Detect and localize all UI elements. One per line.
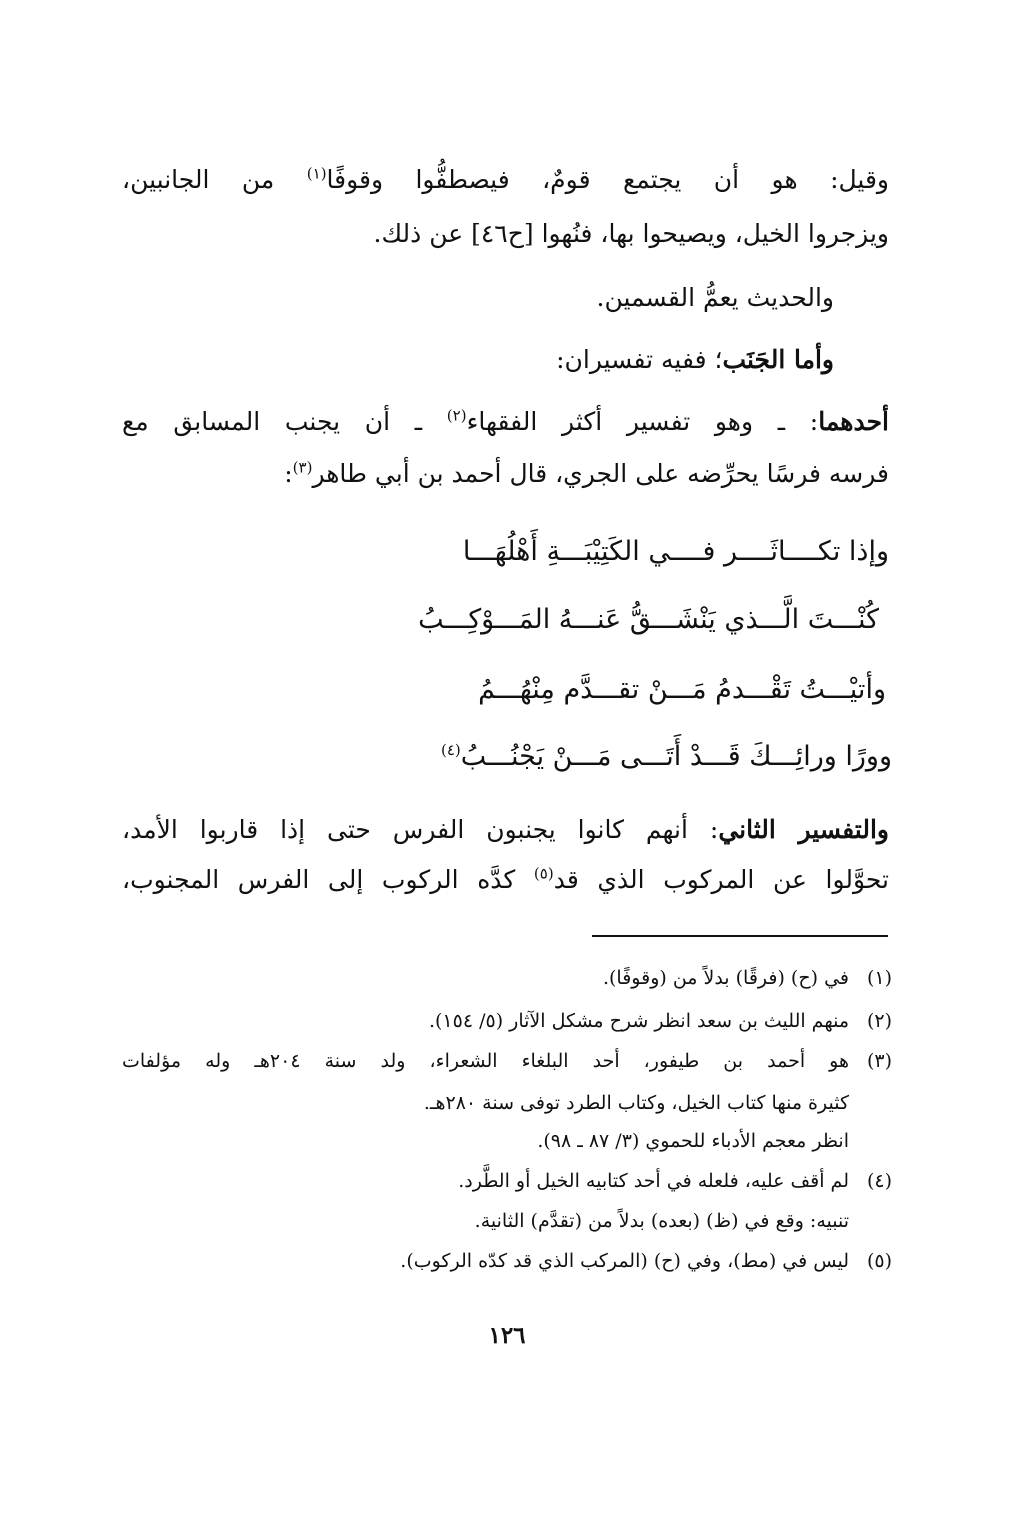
verse-line (418, 598, 879, 642)
text-run: ؛ ففيه تفسيران: (556, 345, 723, 374)
footnote-text: هو أحمد بن طيفور، أحد البلغاء الشعراء، ولد سنة ٢٠٤هـ وله مؤلفات (122, 1050, 849, 1072)
text-run: فرسه فرسًا يحرِّضه على الجري، قال أحمد بن أبي طاهر (312, 459, 889, 488)
text-run: : (284, 459, 293, 488)
section-heading: والتفسير الثاني (718, 815, 889, 844)
footnote-ref-5[interactable]: (٥) (533, 864, 554, 883)
footnote-number: (١) (866, 967, 892, 989)
footnote-number: (٤) (866, 1170, 892, 1192)
verse-text: وورًا ورائِـــكَ قَـــدْ أَتَـــى مَـــنْ يَجْنُـــبُ (460, 741, 892, 772)
verse-line (478, 668, 886, 712)
paragraph-line (122, 860, 889, 900)
footnote-text: منهم الليث بن سعد انظر شرح مشكل الآثار (٥/ ١٥٤). (428, 1010, 849, 1032)
paragraph-line (122, 810, 889, 850)
page-number: ١٢٦ (488, 1322, 526, 1349)
verse-text: وإذا تكــــاثَــــر فــــي الكَتِيْبَـــةِ أَهْلُهَـــا (462, 536, 889, 567)
footnote-number: (٥) (866, 1250, 892, 1272)
text-run: والحديث يعمُّ القسمين. (596, 283, 834, 312)
paragraph-line (122, 402, 889, 442)
footnote-text: في (ح) (فرقًا) بدلاً من (وقوفًا). (602, 967, 849, 989)
footnote-text: انظر معجم الأدباء للحموي (٣/ ٨٧ ـ ٩٨). (537, 1130, 849, 1152)
verse-text: وأتيْـــتُ تَقْـــدمُ مَـــنْ تقـــدَّم مِنْهُـــمُ (478, 674, 886, 705)
text-run: : أنهم كانوا يجنبون الفرس حتى إذا قاربوا الأمد، (122, 815, 719, 844)
footnote-ref-1[interactable]: (١) (306, 164, 327, 183)
footnote-text: تنبيه: وقع في (ظ) (بعده) بدلاً من (تقدَّم) الثانية. (474, 1210, 849, 1232)
paragraph-line (374, 214, 890, 254)
footnote-number: (٢) (866, 1010, 892, 1032)
footnote-number: (٣) (866, 1050, 892, 1072)
footnote-text: ليس في (مط)، وفي (ح) (المركب الذي قد كدّه الركوب). (400, 1250, 849, 1272)
footnote-text: لم أقف عليه، فلعله في أحد كتابيه الخيل أو الطَّرد. (458, 1170, 849, 1192)
paragraph-line (597, 278, 834, 318)
section-heading: وأما الجَنَب (722, 345, 834, 374)
paragraph-line (556, 340, 834, 380)
verse-text: كُنْـــتَ الَّـــذي يَنْشَـــقُّ عَنـــهُ المَـــوْكِـــبُ (418, 604, 879, 635)
section-heading: أحدهما (818, 407, 889, 436)
footnote-separator (592, 935, 888, 937)
footnote-ref-2[interactable]: (٢) (446, 406, 467, 425)
text-run: ـ أن يجنب المسابق مع (122, 407, 447, 436)
text-run: وقيل: هو أن يجتمع قومٌ، فيصطفُّوا وقوفًا (326, 165, 890, 194)
text-run: من الجانبين، (122, 165, 307, 194)
text-run: : ـ وهو تفسير أكثر الفقهاء (466, 407, 819, 436)
verse-line (463, 530, 889, 574)
paragraph-line (284, 454, 889, 494)
footnote-text: كثيرة منها كتاب الخيل، وكتاب الطرد توفى سنة ٢٨٠هـ. (423, 1092, 849, 1114)
footnote-ref-3[interactable]: (٣) (292, 458, 313, 477)
verse-line (441, 735, 892, 779)
text-run: تحوَّلوا عن المركوب الذي قد (553, 865, 889, 894)
text-run: ويزجروا الخيل، ويصيحوا بها، فنُهوا [ح٤٦] عن ذلك. (373, 219, 889, 248)
footnote-ref-4[interactable]: (٤) (440, 741, 461, 759)
paragraph-line (122, 160, 889, 200)
text-run: كدَّه الركوب إلى الفرس المجنوب، (122, 865, 534, 894)
